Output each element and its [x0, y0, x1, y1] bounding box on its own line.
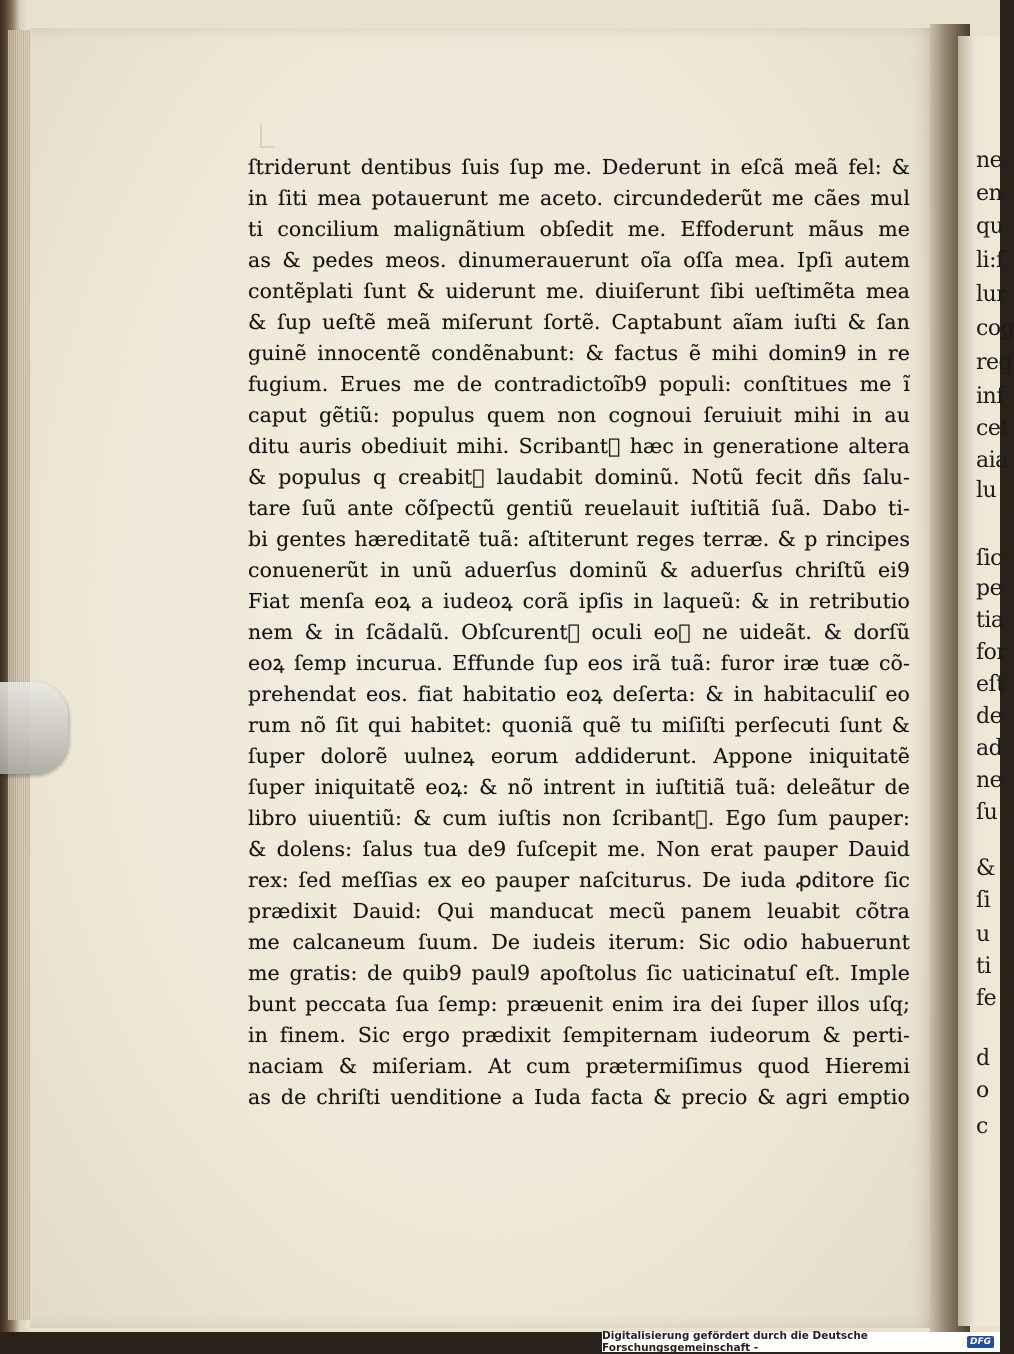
facing-page-fragment: en	[976, 181, 1003, 206]
text-line: rex: ſed meſſias ex eo pauper naſciturus. De iuda ꝓditore ſic	[248, 868, 910, 892]
facing-page-fragment: cet	[976, 416, 1009, 441]
text-line: ti concilium malignãtium obſedit me. Effoderunt mãus me	[248, 217, 910, 241]
text-line: caput gẽtiũ: populus quem non cognoui ſeruiuit mihi in au	[248, 403, 910, 427]
facing-page-fragment: ti	[976, 954, 991, 979]
text-line: libro uiuentiũ: & cum iuſtis non ſcribantᷓ. Ego ſum pauper:	[248, 806, 910, 830]
facing-page-fragment: o	[976, 1078, 989, 1103]
text-line: as & pedes meos. dinumerauerunt oĩa oſſa mea. Ipſi autem	[248, 248, 910, 272]
facing-page-fragment: d	[976, 1046, 990, 1071]
text-line: me gratis: de quib9 paul9 apoſtolus ſic uaticinatuſ eſt. Imple	[248, 961, 910, 985]
facing-page-fragment: ne	[976, 148, 1003, 173]
text-line: nem & in ſcãdalũ. Obſcurentᷓ oculi eoꝝ ne uideãt. & dorſũ	[248, 620, 910, 644]
text-line: in ſiti mea potauerunt me aceto. circundederũt me cães mul	[248, 186, 910, 210]
text-line: fugium. Erues me de contradictoĩb9 populi: conſtitues me ĩ	[248, 372, 910, 396]
facing-page-fragment: inf	[976, 384, 1004, 409]
text-line: me calcaneum ſuum. De iudeis iterum: Sic odio habuerunt	[248, 930, 910, 954]
text-line: conuenerũt in unũ aduerſus dominũ & aduerſus chriſtũ ei9	[248, 558, 910, 582]
facing-page-fragment: eſt	[976, 672, 1005, 697]
facing-page-fragment: qu	[976, 214, 1004, 239]
text-line: in finem. Sic ergo prædixit ſempiternam iudeorum & perti-	[248, 1023, 910, 1047]
facing-page-fragment: ad	[976, 736, 1003, 761]
text-line: eoꝝ ſemp incurua. Effunde ſup eos irã tuã: furor iræ tuæ cõ-	[248, 651, 910, 675]
text-line: ditu auris obediuit mihi. Scribantᷓ hæc in generatione altera	[248, 434, 910, 458]
text-line: bunt peccata ſua ſemp: præuenit enim ira dei ſuper illos uſq;	[248, 992, 910, 1016]
facing-page-fragment: lur	[976, 282, 1007, 307]
text-line: ſuper iniquitatẽ eoꝝ: & nõ intrent in iuſtitiã tuã: deleãtur de	[248, 775, 910, 799]
text-line: Fiat menſa eoꝝ a iudeoꝝ corã ipſis in laqueũ: & in retributio	[248, 589, 910, 613]
digitization-credit-banner	[602, 1332, 1000, 1352]
facing-page-fragment: ſu	[976, 800, 998, 825]
text-line: guinẽ innocentẽ condẽnabunt: & factus ẽ mihi domin9 in re	[248, 341, 910, 365]
dfg-logo[interactable]: DFG	[967, 1336, 994, 1348]
text-line: tare ſuũ ante cõſpectũ gentiũ reuelauit iuſtitiã ſuã. Dabo ti-	[248, 496, 910, 520]
facing-page-fragment: u	[976, 922, 990, 947]
text-line: ſtriderunt dentibus ſuis ſup me. Dederunt in eſcã meã fel: &	[248, 155, 910, 179]
verso-page	[30, 28, 942, 1328]
facing-page-fragment: fe	[976, 986, 997, 1011]
page-marker-tab	[0, 682, 68, 774]
text-line: bi gentes hæreditatẽ tuã: aſtiterunt reges terræ. & p rincipes	[248, 527, 910, 551]
text-block	[248, 152, 910, 1113]
recto-page-edge	[958, 36, 1014, 1326]
facing-page-fragment: req	[976, 350, 1013, 375]
text-line: ſuper dolorẽ uulneꝝ eorum addiderunt. Appone iniquitatẽ	[248, 744, 910, 768]
corner-mark	[260, 124, 274, 148]
text-line: contẽplati ſunt & uiderunt me. diuiſerunt ſibi ueſtimẽta mea	[248, 279, 910, 303]
facing-page-fragment: c	[976, 1114, 988, 1139]
facing-page-fragment: li:ſ	[976, 248, 1004, 273]
credit-text: Digitalisierung gefördert durch die Deutsche Forschungsgemeinschaft -	[602, 1330, 868, 1354]
facing-page-fragment: cog	[976, 316, 1014, 341]
facing-page-fragment: lu	[976, 478, 997, 503]
text-line: naciam & miſeriam. At cum prætermiſimus quod Hieremi	[248, 1054, 910, 1078]
text-line: & populus q creabitᷓ laudabit dominũ. Notũ fecit dñs ſalu-	[248, 465, 910, 489]
facing-page-fragment: ne	[976, 768, 1003, 793]
facing-page-fragment: tia	[976, 608, 1004, 633]
text-line: rum nõ ſit qui habitet: quoniã quẽ tu miſiſti perſecuti ſunt &	[248, 713, 910, 737]
facing-page-fragment: ſic	[976, 546, 1002, 571]
text-line: prædixit Dauid: Qui manducat mecũ panem leuabit cõtra	[248, 899, 910, 923]
facing-page-fragment: &	[976, 856, 996, 881]
text-line: & dolens: ſalus tua de9 ſuſcepit me. Non erat pauper Dauid	[248, 837, 910, 861]
text-line: prehendat eos. fiat habitatio eoꝝ deſerta: & in habitaculiſ eo	[248, 682, 910, 706]
facing-page-fragment: de	[976, 704, 1003, 729]
text-line: as de chriſti uenditione a Iuda facta & precio & agri emptio	[248, 1085, 910, 1109]
facing-page-fragment: aia	[976, 448, 1008, 473]
facing-page-fragment: ſi	[976, 888, 991, 913]
facing-page-fragment: for	[976, 640, 1007, 665]
text-line: & ſup ueſtẽ meã miſerunt ſortẽ. Captabunt aĩam iuſti & ſan	[248, 310, 910, 334]
facing-page-fragment: pe	[976, 576, 1003, 601]
